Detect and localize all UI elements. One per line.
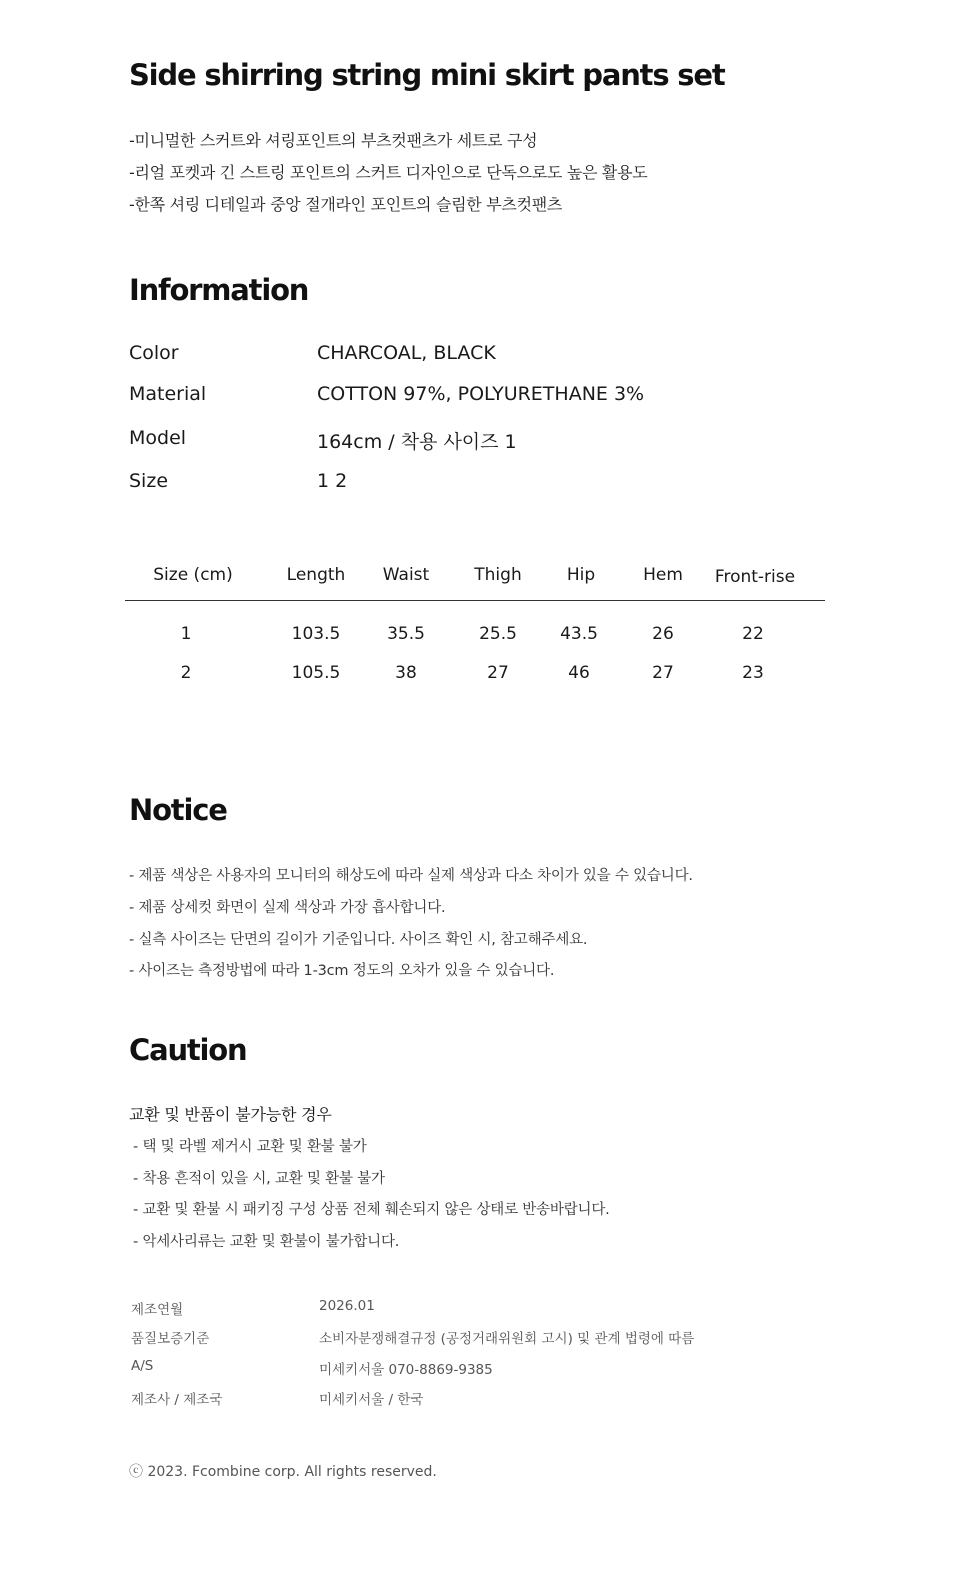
table-cell: 27: [487, 663, 509, 683]
footer-value-quality: 소비자분쟁해결규정 (공정거래위원회 고시) 및 관계 법령에 따름: [319, 1331, 695, 1347]
table-cell: 22: [742, 624, 764, 644]
notice-line: - 제품 색상은 사용자의 모니터의 해상도에 따라 실제 색상과 다소 차이가 있을 수 있습니다.: [129, 868, 693, 884]
table-header-front-rise: Front-rise: [714, 567, 796, 587]
table-cell: 25.5: [479, 624, 517, 644]
info-label-size: Size: [129, 470, 169, 492]
info-value-size: 1 2: [317, 470, 348, 492]
notice-heading: Notice: [129, 793, 227, 827]
footer-label-quality: 품질보증기준: [131, 1331, 210, 1347]
table-cell: 46: [568, 663, 590, 683]
info-label-material: Material: [129, 383, 207, 405]
footer-value-as: 미세키서울 070-8869-9385: [319, 1362, 493, 1378]
table-cell: 103.5: [291, 624, 341, 644]
table-header-size: Size (cm): [153, 565, 233, 585]
info-label-model: Model: [129, 427, 187, 449]
notice-line: - 사이즈는 측정방법에 따라 1-3cm 정도의 오차가 있을 수 있습니다.: [129, 963, 555, 979]
copyright: ⓒ 2023. Fcombine corp. All rights reserved.: [129, 1464, 437, 1480]
table-cell: 26: [652, 624, 674, 644]
footer-label-manufacturer: 제조사 / 제조국: [131, 1392, 223, 1408]
table-cell: 35.5: [387, 624, 425, 644]
information-heading: Information: [129, 273, 309, 307]
info-label-color: Color: [129, 342, 179, 364]
table-header-waist: Waist: [382, 565, 430, 585]
table-header-thigh: Thigh: [474, 565, 522, 585]
notice-line: - 실측 사이즈는 단면의 길이가 기준입니다. 사이즈 확인 시, 참고해주세요.: [129, 932, 588, 948]
caution-subheading: 교환 및 반품이 불가능한 경우: [129, 1105, 332, 1124]
info-value-material: COTTON 97%, POLYURETHANE 3%: [317, 383, 645, 405]
table-cell: 23: [742, 663, 764, 683]
table-header-hip: Hip: [566, 565, 596, 585]
caution-heading: Caution: [129, 1033, 247, 1067]
table-cell: 105.5: [291, 663, 341, 683]
footer-value-manufacturer: 미세키서울 / 한국: [319, 1392, 424, 1408]
description-line: -한쪽 셔링 디테일과 중앙 절개라인 포인트의 슬림한 부츠컷팬츠: [129, 195, 563, 214]
caution-line: - 교환 및 환불 시 패키징 구성 상품 전체 훼손되지 않은 상태로 반송바랍니다.: [133, 1202, 610, 1218]
table-cell: 38: [395, 663, 417, 683]
table-header-length: Length: [286, 565, 346, 585]
caution-line: - 착용 흔적이 있을 시, 교환 및 환불 불가: [133, 1171, 385, 1187]
table-header-hem: Hem: [643, 565, 683, 585]
product-title: Side shirring string mini skirt pants set: [129, 58, 725, 92]
description-line: -미니멀한 스커트와 셔링포인트의 부츠컷팬츠가 세트로 구성: [129, 131, 538, 150]
table-cell: 27: [652, 663, 674, 683]
caution-line: - 택 및 라벨 제거시 교환 및 환불 불가: [133, 1139, 367, 1155]
caution-line: - 악세사리류는 교환 및 환불이 불가합니다.: [133, 1234, 400, 1250]
table-cell: 1: [180, 624, 192, 644]
info-value-model: 164cm / 착용 사이즈 1: [317, 431, 517, 453]
footer-label-as: A/S: [131, 1358, 154, 1374]
info-value-color: CHARCOAL, BLACK: [317, 342, 496, 364]
footer-value-manufacture-date: 2026.01: [319, 1298, 375, 1314]
footer-label-manufacture-date: 제조연월: [131, 1302, 184, 1318]
table-cell: 2: [180, 663, 192, 683]
description-line: -리얼 포켓과 긴 스트링 포인트의 스커트 디자인으로 단독으로도 높은 활용도: [129, 163, 648, 182]
table-cell: 43.5: [560, 624, 598, 644]
table-divider: [125, 600, 825, 601]
notice-line: - 제품 상세컷 화면이 실제 색상과 가장 흡사합니다.: [129, 900, 446, 916]
